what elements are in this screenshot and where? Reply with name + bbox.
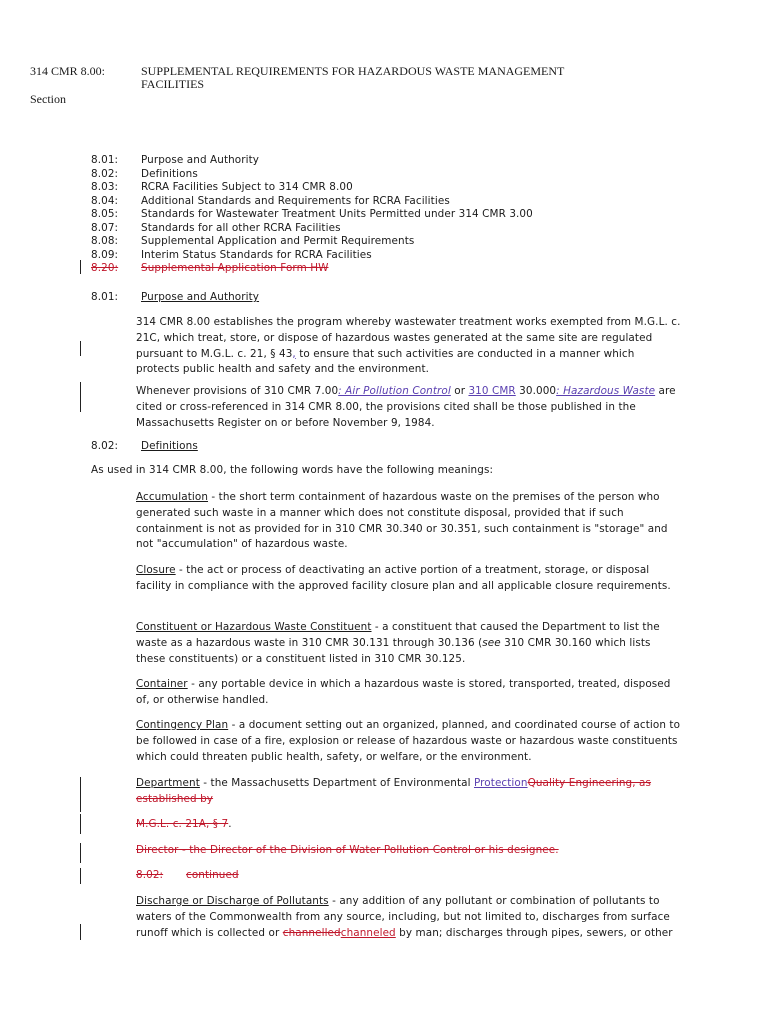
definition-text: - any addition of any pollutant or combination of pollutants to waters of the Commonwealth from any source, including, but not limited to, discharges from surface runoff which is collected or: [136, 895, 670, 939]
toc-title: Standards for Wastewater Treatment Units Permitted under 314 CMR 3.00: [141, 208, 533, 220]
change-bar: [80, 868, 81, 884]
definition-text: by man; discharges through pipes, sewers, or other: [395, 926, 673, 939]
inserted-text: : Air Pollution Control: [338, 385, 451, 397]
definition-constituent: [136, 620, 681, 667]
definition-department: [136, 776, 681, 808]
section-number: 8.02:: [91, 440, 119, 452]
toc-num: 8.01:: [91, 154, 119, 166]
change-bar: [80, 260, 81, 274]
definition-term: Container: [136, 678, 188, 690]
definition-discharge: [136, 894, 681, 941]
inserted-text: : Hazardous Waste: [556, 385, 656, 397]
text: or: [450, 385, 469, 397]
definition-text: see: [482, 636, 501, 649]
deleted-term: Director: [136, 844, 179, 856]
definition-term: Closure: [136, 564, 176, 576]
definition-text: - the short term containment of hazardous waste on the premises of the person who generated such waste in a manner which does not constitute disposal, provided that if such containment is not as provided for in 310 CMR 30.340 or 30.351, such containment is "storage" and not "accumulation" of hazardous waste.: [136, 491, 668, 551]
definition-term: Department: [136, 777, 200, 789]
deleted-text: - the Director of the Division of Water Pollution Control or his designee.: [178, 844, 559, 856]
toc-title: Supplemental Application and Permit Requirements: [141, 235, 415, 247]
definition-text: 310 CMR 30.160 which lists these constituents) or a constituent listed in 310 CMR 30.125.: [136, 636, 651, 665]
definition-term: Accumulation: [136, 491, 209, 503]
definition-term: Constituent or Hazardous Waste Constituent: [136, 621, 372, 633]
definition-director-deleted: [136, 844, 559, 856]
deleted-text: M.G.L. c. 21A, § 7: [136, 818, 229, 830]
deleted-text: channelled: [282, 926, 341, 939]
text: Whenever provisions of 310 CMR 7.00: [136, 385, 339, 397]
definition-term: Discharge or Discharge of Pollutants: [136, 895, 329, 907]
inserted-text: Protection: [473, 777, 528, 789]
change-bar: [80, 814, 81, 834]
definition-container: [136, 677, 681, 709]
paragraph-purpose: [136, 315, 681, 378]
toc-title: Definitions: [141, 167, 198, 180]
section-label: Section: [30, 92, 66, 106]
text: are cited or cross-referenced in 314 CMR 8.00, the provisions cited shall be those published in the Massachusetts Register on or before November 9, 1984.: [136, 385, 676, 429]
toc-title-deleted: Supplemental Application Form HW: [141, 262, 329, 274]
definition-accumulation: [136, 490, 681, 553]
continued-label-deleted: continued: [186, 869, 239, 881]
toc-title: Purpose and Authority: [141, 154, 260, 166]
change-bar: [80, 341, 81, 356]
definition-term: Contingency Plan: [136, 719, 229, 731]
toc-num: 8.04:: [91, 194, 119, 207]
text: 314 CMR 8.00 establishes the program whereby wastewater treatment works exempted from M.G.L. c. 21C, which treat, store, or dispose of hazardous wastes generated at the same site are regulated pursuant to M.G.L. c. 21, § 43: [136, 316, 681, 360]
text: 30.000: [515, 385, 557, 397]
change-bar: [80, 924, 81, 940]
inserted-text: ,: [292, 347, 296, 360]
deleted-citation: [136, 818, 232, 830]
definitions-intro: As used in 314 CMR 8.00, the following words have the following meanings:: [91, 464, 494, 476]
change-bar: [80, 777, 81, 812]
toc-title: RCRA Facilities Subject to 314 CMR 8.00: [141, 181, 353, 193]
continued-number-deleted: 8.02:: [136, 869, 164, 881]
definition-closure: [136, 563, 681, 595]
inserted-text: channeled: [340, 926, 396, 939]
toc-num: 8.09:: [91, 248, 119, 261]
inserted-text: 310 CMR: [468, 385, 516, 397]
toc-title: Additional Standards and Requirements for RCRA Facilities: [141, 194, 450, 207]
definition-text: - the act or process of deactivating an active portion of a treatment, storage, or disposal facility in compliance with the approved facility closure plan and all applicable closure requirements.: [136, 564, 671, 592]
toc-num-deleted: 8.20:: [91, 262, 119, 274]
toc-num: 8.02:: [91, 167, 119, 180]
deleted-text: Quality Engineering, as established by: [136, 777, 652, 805]
section-number: 8.01:: [91, 291, 119, 303]
toc-num: 8.07:: [91, 221, 119, 234]
definition-text: - a constituent that caused the Department to list the waste as a hazardous waste in 310 CMR 30.131 through 30.136 (: [136, 621, 660, 649]
page-title-line1: SUPPLEMENTAL REQUIREMENTS FOR HAZARDOUS WASTE MANAGEMENT: [141, 64, 565, 78]
definition-contingency-plan: [136, 718, 681, 765]
toc-title: Standards for all other RCRA Facilities: [141, 221, 341, 234]
toc-num: 8.05:: [91, 208, 119, 220]
definition-text: - a document setting out an organized, planned, and coordinated course of action to be followed in case of a fire, explosion or release of hazardous waste or hazardous waste constituents which could threaten public health, safety, or welfare, or the environment.: [136, 719, 681, 763]
paragraph-references: [136, 384, 681, 431]
toc-num: 8.08:: [91, 235, 119, 247]
change-bar: [80, 843, 81, 863]
toc-num: 8.03:: [91, 181, 119, 193]
toc-title: Interim Status Standards for RCRA Facilities: [141, 248, 372, 261]
page-title-line2: FACILITIES: [141, 77, 205, 91]
section-heading: Definitions: [141, 440, 198, 452]
text: to ensure that such activities are conducted in a manner which protects public health and safety and the environment.: [136, 347, 635, 376]
regulation-code: 314 CMR 8.00:: [30, 64, 106, 78]
definition-text: - the Massachusetts Department of Environmental: [199, 777, 474, 789]
definition-text: - any portable device in which a hazardous waste is stored, transported, treated, disposed of, or otherwise handled.: [136, 678, 671, 706]
text: .: [228, 818, 232, 830]
section-heading: Purpose and Authority: [141, 291, 260, 303]
change-bar: [80, 382, 81, 412]
